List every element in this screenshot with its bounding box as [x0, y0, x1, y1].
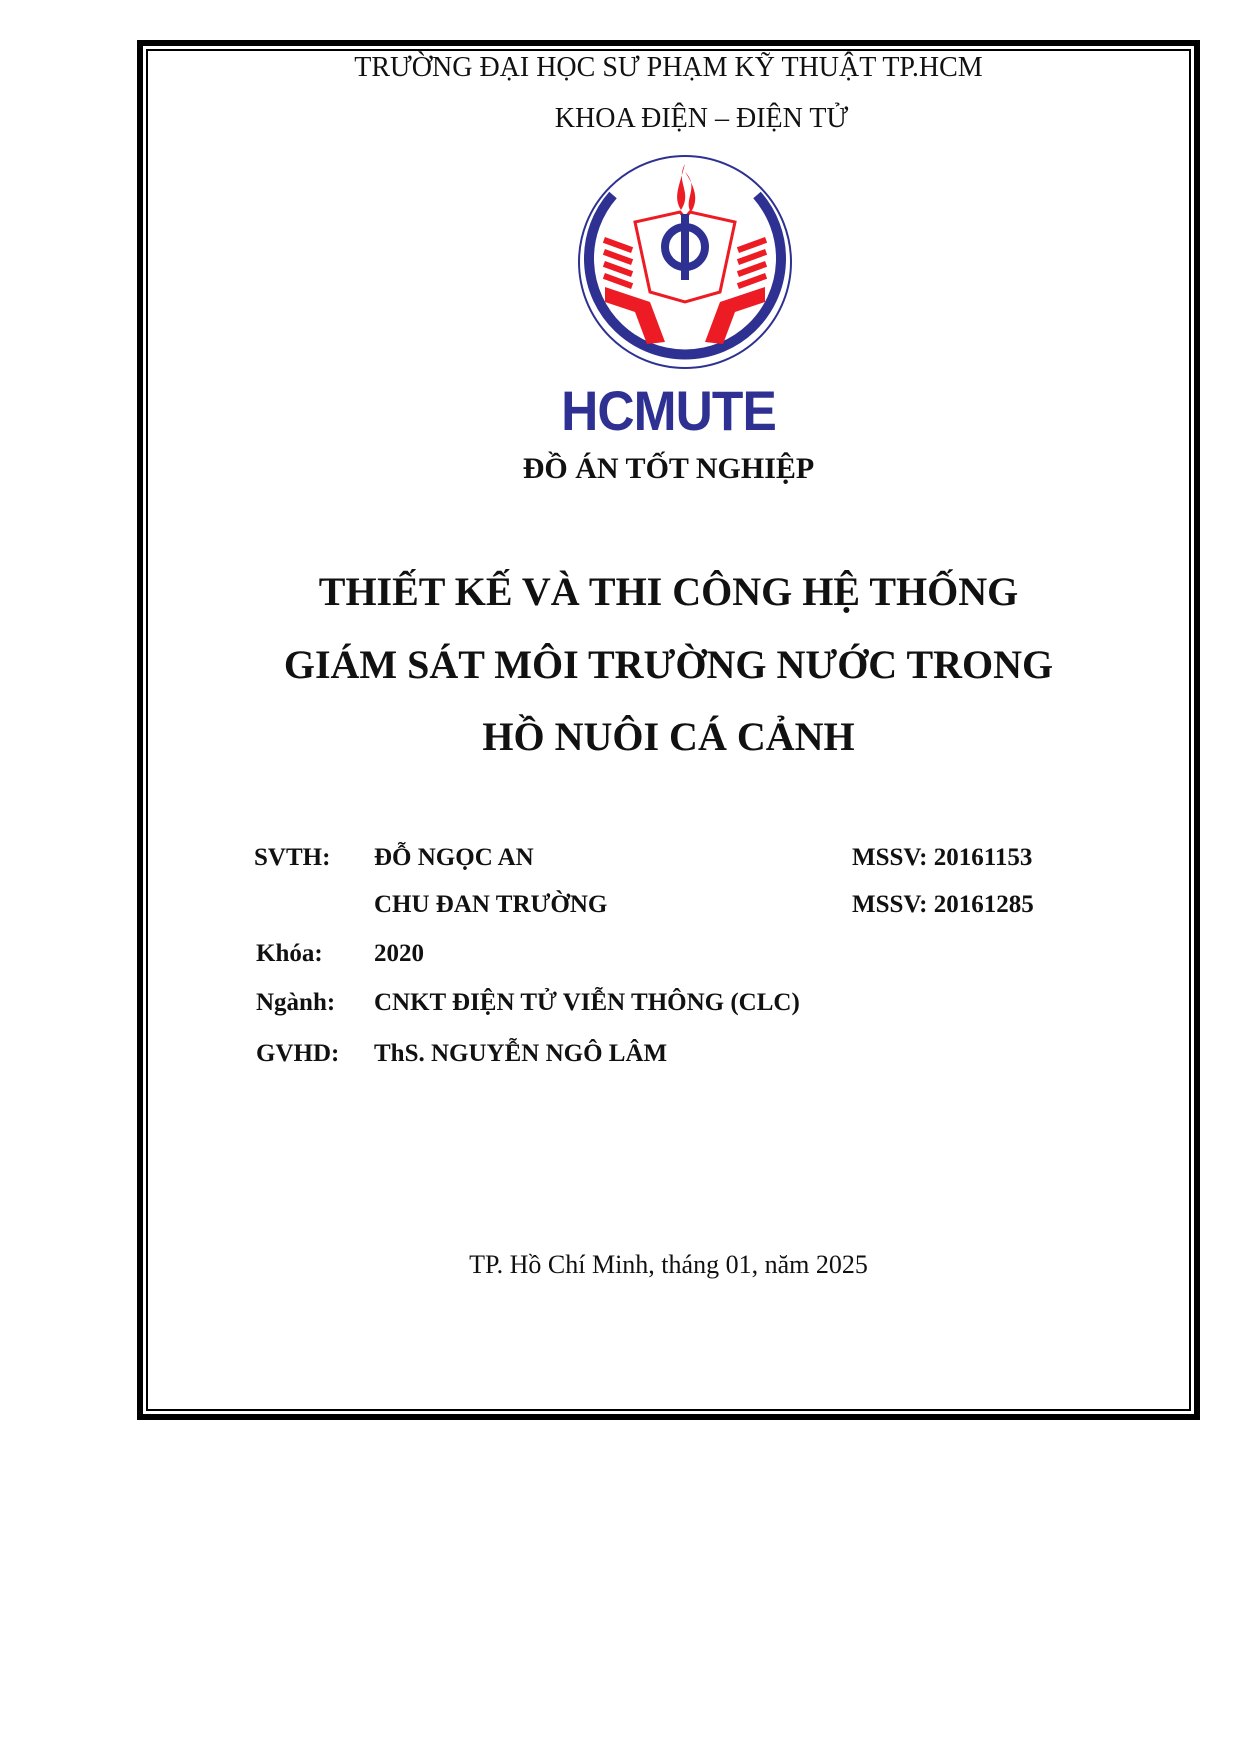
advisor-value: ThS. NGUYỄN NGÔ LÂM [374, 1040, 668, 1067]
major-label: Ngành: [256, 989, 336, 1016]
place-date: TP. Hồ Chí Minh, tháng 01, năm 2025 [469, 1250, 868, 1279]
document-type: ĐỒ ÁN TỐT NGHIỆP [522, 452, 815, 485]
students-label: SVTH: [254, 844, 331, 871]
course-value: 2020 [374, 940, 424, 967]
student-id: MSSV: 20161153 [852, 844, 1033, 871]
thesis-title-line-1: THIẾT KẾ VÀ THI CÔNG HỆ THỐNG [318, 569, 1019, 614]
thesis-title-line-2: GIÁM SÁT MÔI TRƯỜNG NƯỚC TRONG [283, 642, 1054, 687]
student-name: ĐỖ NGỌC AN [374, 844, 534, 871]
thesis-title-line-3: HỒ NUÔI CÁ CẢNH [482, 714, 855, 759]
student-name: CHU ĐAN TRƯỜNG [374, 891, 608, 918]
major-value: CNKT ĐIỆN TỬ VIỄN THÔNG (CLC) [374, 989, 800, 1016]
course-label: Khóa: [256, 940, 323, 967]
faculty-name: KHOA ĐIỆN – ĐIỆN TỬ [554, 103, 849, 134]
logo-text: HCMUTE [561, 379, 776, 442]
university-logo [575, 152, 795, 372]
student-id: MSSV: 20161285 [852, 891, 1034, 918]
university-name: TRƯỜNG ĐẠI HỌC SƯ PHẠM KỸ THUẬT TP.HCM [354, 52, 983, 83]
advisor-label: GVHD: [256, 1040, 340, 1067]
